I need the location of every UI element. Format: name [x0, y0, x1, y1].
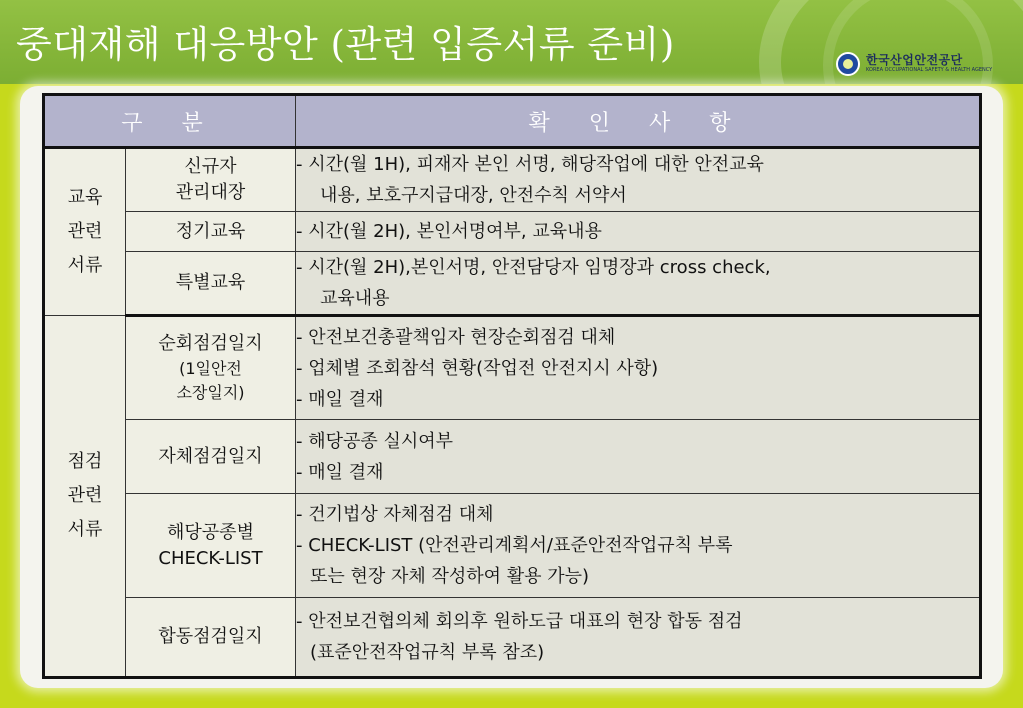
table-header-row	[44, 95, 981, 148]
item-text: 신규자	[184, 156, 237, 177]
agency-name-en: KOREA OCCUPATIONAL SAFETY & HEALTH AGENCY	[866, 67, 993, 73]
slide-header	[0, 0, 1023, 84]
item-text: 자체점검일지	[158, 445, 263, 467]
description-cell	[296, 148, 981, 212]
table-row	[44, 212, 981, 252]
category-text: 점검	[67, 451, 103, 472]
description-line: (표준안전작업규칙 부록 참조)	[310, 642, 545, 663]
table-row	[44, 316, 981, 420]
description-line: 내용, 보호구지급대장, 안전수칙 서약서	[320, 185, 627, 206]
agency-logo	[836, 50, 996, 78]
item-text: 해당공종별	[167, 521, 254, 543]
item-cell	[126, 148, 296, 212]
item-text: 특별교육	[175, 272, 246, 293]
item-cell	[126, 598, 296, 678]
item-text: CHECK-LIST	[158, 547, 263, 569]
description-line: - 매일 결재	[296, 388, 384, 410]
description-line: - CHECK-LIST (안전관리계획서/표준안전작업규칙 부록	[296, 535, 733, 556]
table-row	[44, 494, 981, 598]
description-line: - 안전보건협의체 회의후 원하도급 대표의 현장 합동 점검	[296, 611, 743, 632]
description-line: - 안전보건총괄책임자 현장순회점검 대체	[296, 326, 616, 348]
description-cell	[296, 212, 981, 252]
header-category: 구 분	[44, 95, 296, 148]
item-cell	[126, 316, 296, 420]
item-text: 소장일지)	[176, 383, 245, 402]
description-cell	[296, 494, 981, 598]
item-text: (1일안전	[179, 359, 242, 378]
description-line: - 시간(월 1H), 피재자 본인 서명, 해당작업에 대한 안전교육	[296, 154, 764, 175]
description-line: - 건기법상 자체점검 대체	[296, 504, 494, 525]
category-cell-inspection	[44, 316, 126, 678]
document-checklist-table	[42, 93, 982, 679]
item-text: 순회점검일지	[158, 333, 263, 354]
description-line: 또는 현장 자체 작성하여 활용 가능)	[310, 566, 590, 587]
description-line: - 업체별 조회참석 현황(작업전 안전지시 사항)	[296, 357, 659, 379]
description-line: - 해당공종 실시여부	[296, 430, 454, 452]
table-row	[44, 252, 981, 316]
description-line: 교육내용	[320, 288, 390, 309]
description-cell	[296, 316, 981, 420]
item-text: 합동점검일지	[158, 626, 263, 647]
item-cell	[126, 252, 296, 316]
description-cell	[296, 598, 981, 678]
slide-title: 중대재해 대응방안 (관련 입증서류 준비)	[16, 23, 675, 66]
description-line: - 시간(월 2H),본인서명, 안전담당자 임명장과 cross check,	[296, 257, 771, 278]
category-text: 교육	[67, 187, 103, 208]
description-line: - 시간(월 2H), 본인서명여부, 교육내용	[296, 221, 602, 242]
table-row	[44, 148, 981, 212]
category-text: 관련	[67, 221, 103, 242]
description-line: - 매일 결재	[296, 461, 384, 483]
category-cell-education	[44, 148, 126, 316]
agency-name-ko: 한국산업안전공단	[866, 53, 963, 67]
table-row	[44, 420, 981, 494]
agency-logo-text	[866, 54, 992, 74]
agency-emblem-icon	[836, 52, 860, 76]
item-cell	[126, 420, 296, 494]
header-check-items: 확 인 사 항	[296, 95, 981, 148]
description-cell	[296, 252, 981, 316]
category-text: 서류	[67, 519, 103, 540]
item-text: 관리대장	[175, 182, 246, 203]
description-cell	[296, 420, 981, 494]
item-text: 정기교육	[175, 220, 246, 242]
table-row	[44, 598, 981, 678]
item-cell	[126, 494, 296, 598]
category-text: 서류	[67, 255, 103, 276]
category-text: 관련	[67, 485, 103, 506]
item-cell	[126, 212, 296, 252]
